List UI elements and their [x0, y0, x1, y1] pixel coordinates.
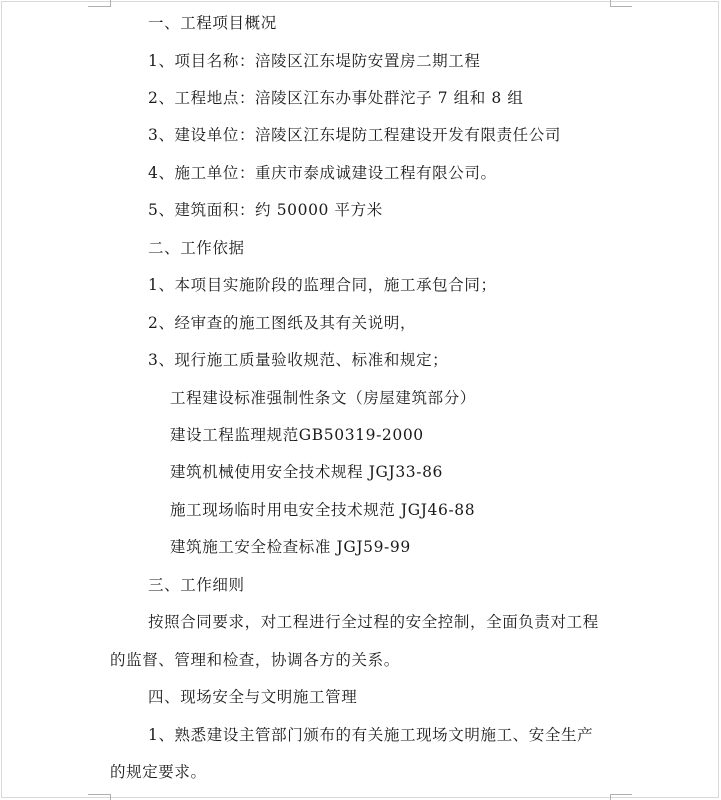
paragraph-line: 的规定要求。 [110, 763, 207, 781]
standard-item: 建设工程监理规范GB50319-2000 [170, 426, 424, 444]
basis-item-1: 1、本项目实施阶段的监理合同，施工承包合同； [148, 276, 497, 294]
standard-item: 施工现场临时用电安全技术规范 JGJ46-88 [170, 501, 476, 519]
crop-mark-bottom-right [610, 794, 632, 795]
section-heading-2: 二、工作依据 [148, 239, 245, 257]
crop-mark-bottom-right [610, 794, 611, 800]
contractor-unit: 4、施工单位：重庆市泰成诚建设工程有限公司。 [148, 164, 497, 182]
paragraph-line: 按照合同要求，对工程进行全过程的安全控制，全面负责对工程 [148, 613, 599, 631]
crop-mark-bottom-left [110, 794, 111, 800]
standard-item: 建筑施工安全检查标准 JGJ59-99 [170, 538, 411, 556]
standard-item: 建筑机械使用安全技术规程 JGJ33-86 [170, 463, 444, 481]
section-heading-1: 一、工程项目概况 [148, 14, 277, 32]
basis-item-2: 2、经审查的施工图纸及其有关说明， [148, 314, 417, 332]
project-name: 1、项目名称：涪陵区江东堤防安置房二期工程 [148, 52, 481, 70]
section-heading-3: 三、工作细则 [148, 576, 245, 594]
paragraph-line: 1、熟悉建设主管部门颁布的有关施工现场文明施工、安全生产 [148, 726, 594, 744]
crop-mark-top-left [88, 6, 110, 7]
standard-item: 工程建设标准强制性条文（房屋建筑部分） [170, 389, 476, 407]
section-heading-4: 四、现场安全与文明施工管理 [148, 688, 358, 706]
crop-mark-bottom-left [88, 794, 110, 795]
crop-mark-top-right [610, 0, 611, 7]
building-area: 5、建筑面积：约 50000 平方米 [148, 201, 383, 219]
basis-item-3: 3、现行施工质量验收规范、标准和规定； [148, 351, 449, 369]
client-unit: 3、建设单位：涪陵区江东堤防工程建设开发有限责任公司 [148, 126, 561, 144]
crop-mark-top-left [110, 0, 111, 7]
paragraph-line: 的监督、管理和检查，协调各方的关系。 [110, 651, 400, 669]
project-location: 2、工程地点：涪陵区江东办事处群沱子 7 组和 8 组 [148, 89, 524, 107]
crop-mark-top-right [610, 6, 632, 7]
